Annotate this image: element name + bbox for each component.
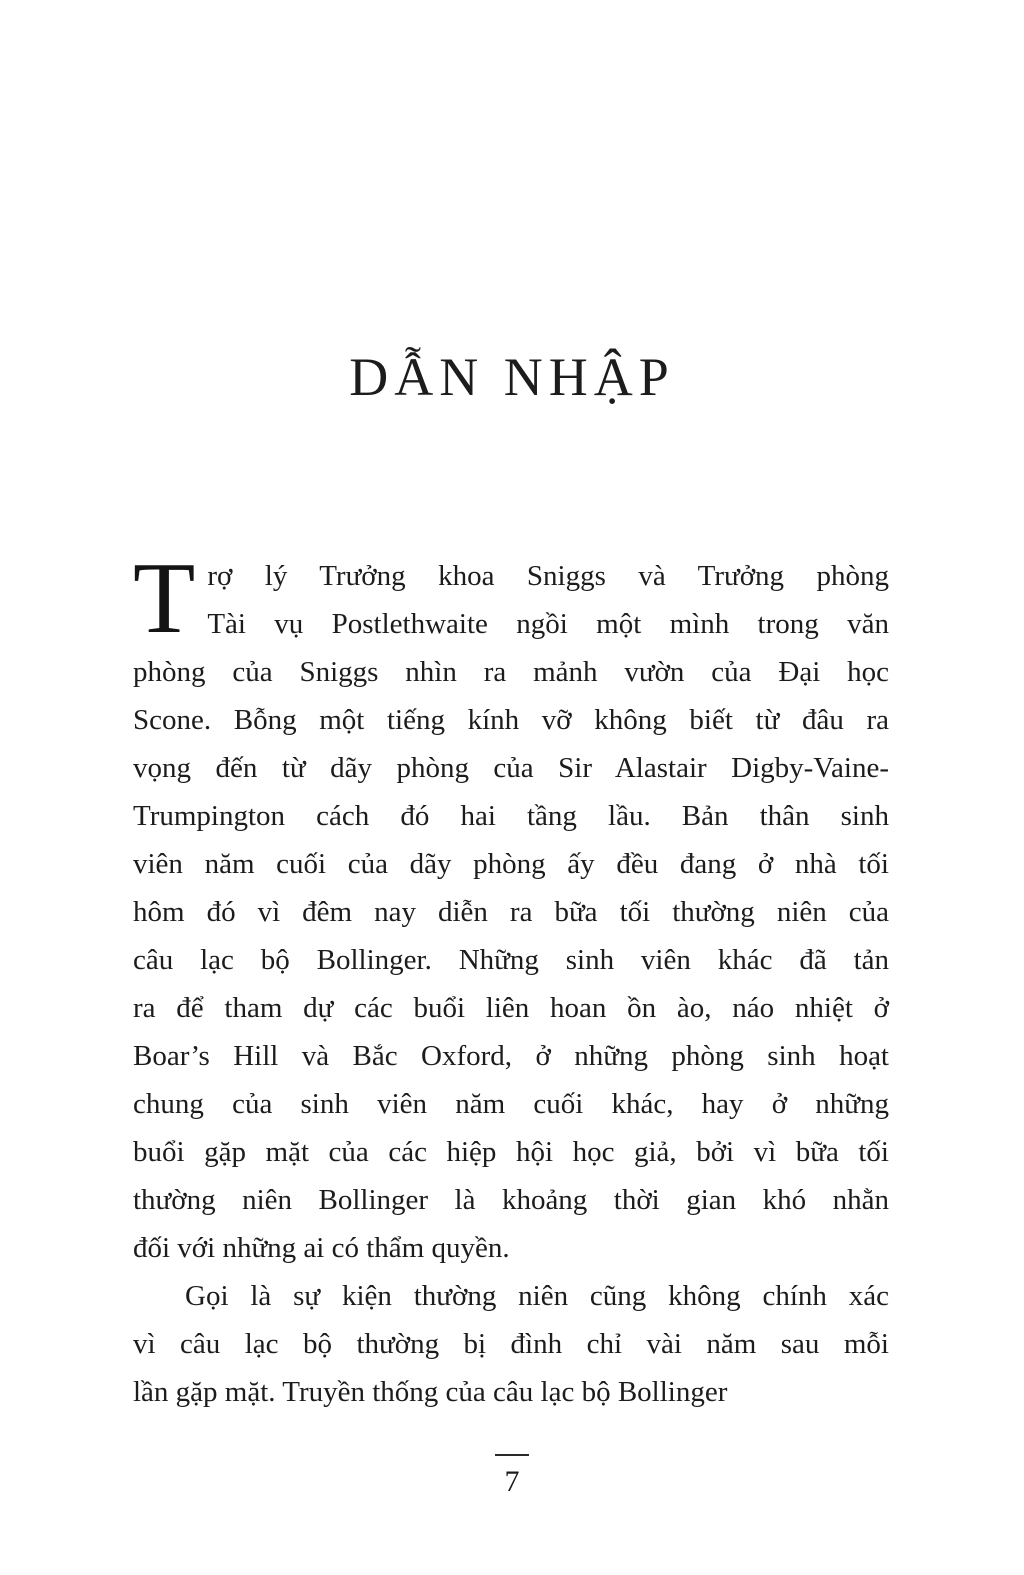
chapter-title: DẪN NHẬP <box>349 347 675 407</box>
text-line: chung của sinh viên năm cuối khác, hay ở những <box>133 1088 889 1120</box>
text-line: Boar’s Hill và Bắc Oxford, ở những phòng sinh hoạt <box>133 1040 889 1072</box>
page-footer <box>0 1454 1024 1498</box>
text-line: Gọi là sự kiện thường niên cũng không chính xác <box>185 1280 889 1312</box>
paragraph <box>133 542 889 1272</box>
text-line: vọng đến từ dãy phòng của Sir Alastair Digby-Vaine- <box>133 752 889 784</box>
text-line: ra để tham dự các buổi liên hoan ồn ào, náo nhiệt ở <box>133 992 889 1024</box>
text-line: câu lạc bộ Bollinger. Những sinh viên khác đã tản <box>133 944 889 976</box>
text-line: buổi gặp mặt của các hiệp hội học giả, bởi vì bữa tối <box>133 1136 889 1168</box>
text-line: lần gặp mặt. Truyền thống của câu lạc bộ Bollinger <box>133 1376 728 1408</box>
text-line: thường niên Bollinger là khoảng thời gian khó nhằn <box>133 1184 889 1216</box>
text-line: phòng của Sniggs nhìn ra mảnh vườn của Đại học <box>133 656 889 688</box>
text-line: đối với những ai có thẩm quyền. <box>133 1232 510 1264</box>
footer-divider <box>495 1454 529 1456</box>
page-number: 7 <box>504 1465 520 1498</box>
text-line: rợ lý Trưởng khoa Sniggs và Trưởng phòng <box>207 560 889 592</box>
text-line: Scone. Bỗng một tiếng kính vỡ không biết từ đâu ra <box>133 704 889 736</box>
text-line: vì câu lạc bộ thường bị đình chỉ vài năm sau mỗi <box>133 1328 889 1360</box>
text-line: Trumpington cách đó hai tầng lầu. Bản thân sinh <box>133 800 889 832</box>
paragraph <box>133 1272 889 1416</box>
text-line: viên năm cuối của dãy phòng ấy đều đang ở nhà tối <box>133 848 889 880</box>
text-line: hôm đó vì đêm nay diễn ra bữa tối thường niên của <box>133 896 889 928</box>
drop-cap: T <box>133 542 196 655</box>
body-text <box>133 542 889 1416</box>
text-line: Tài vụ Postlethwaite ngồi một mình trong văn <box>207 608 889 640</box>
